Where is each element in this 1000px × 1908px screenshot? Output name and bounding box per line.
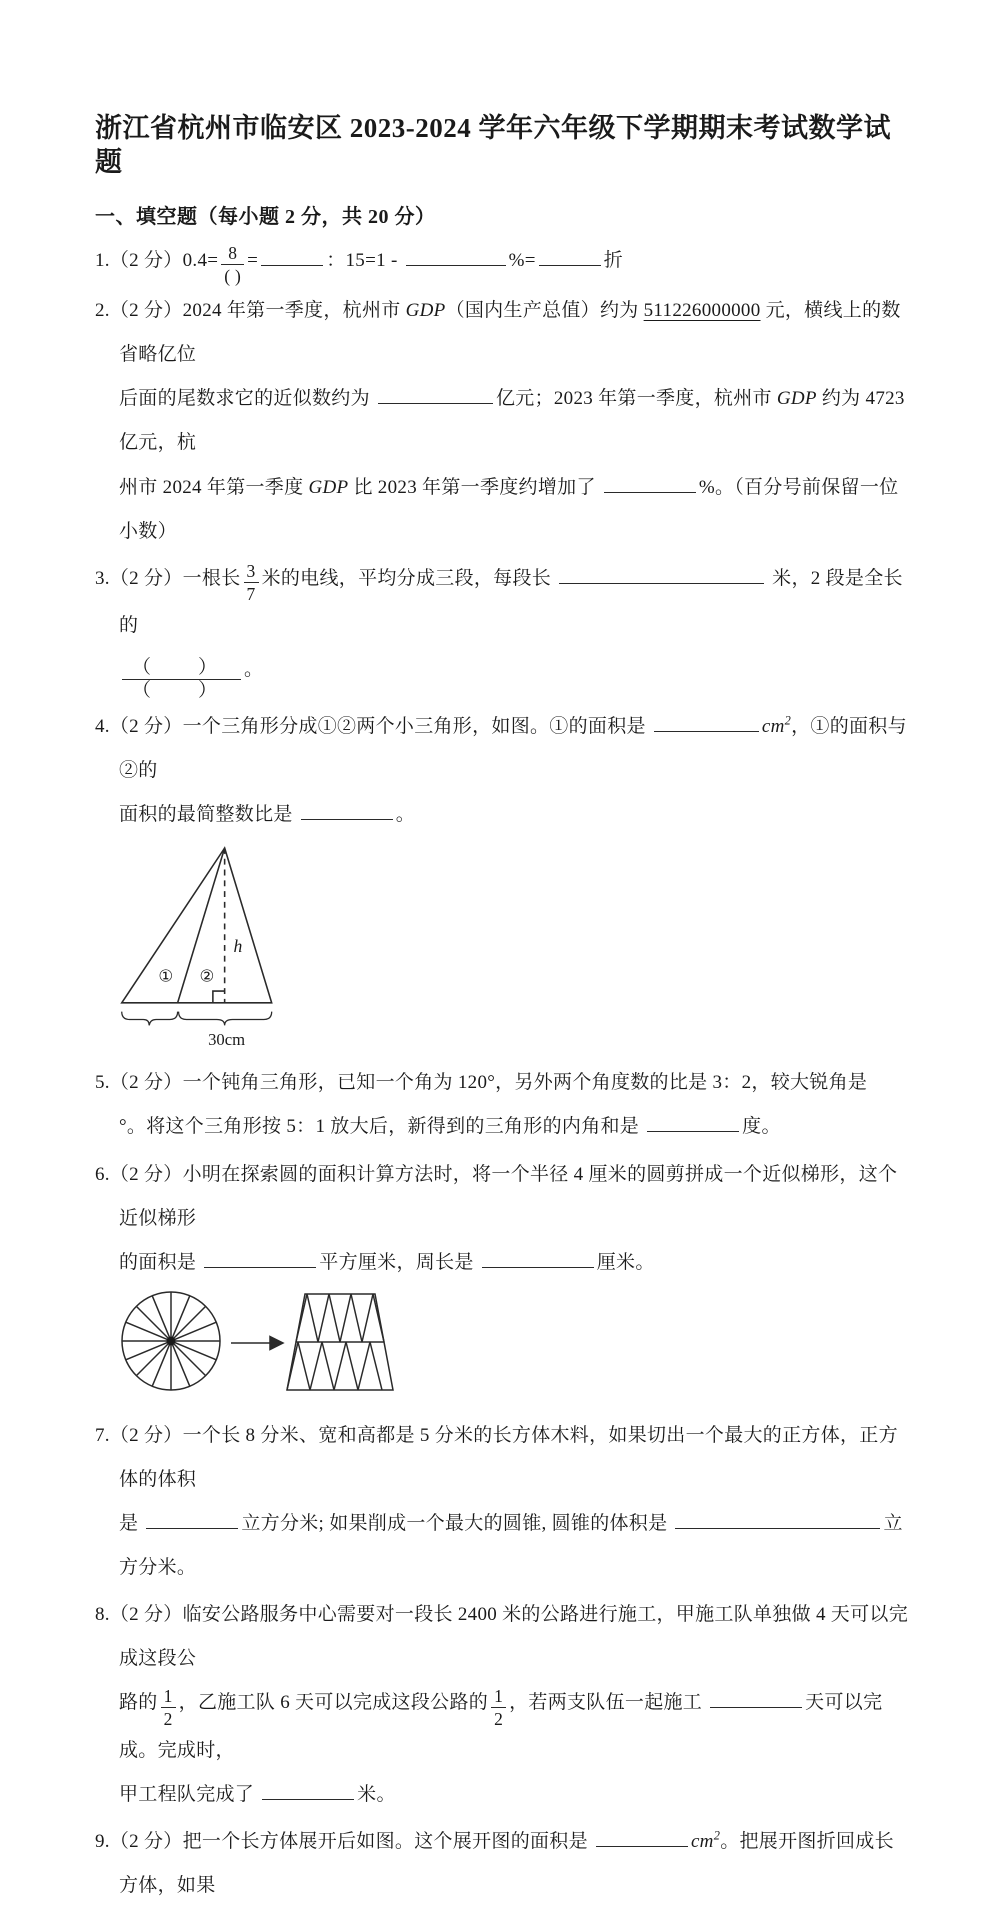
section-heading: 一、填空题（每小题 2 分，共 20 分） — [95, 205, 436, 228]
fraction-denominator: 2 — [494, 1708, 504, 1729]
question-text: （国内生产总值）约为 — [445, 300, 644, 322]
question-text: 5.（2 分）一个钝角三角形，已知一个角为 120°，另外两个角度数的比是 3：2，较大锐角是 — [95, 1072, 868, 1094]
question-text: 平方厘米，周长是 — [319, 1251, 479, 1273]
question-text: ，①的面积与②的 — [119, 716, 907, 782]
question-6 — [95, 1153, 912, 1285]
italic-term: GDP — [405, 300, 446, 322]
question-text: 元，横线上的数省略亿位 — [119, 300, 901, 366]
question-text: ，乙施工队 6 天可以完成这段公路的 — [178, 1692, 489, 1714]
question-3 — [95, 557, 912, 703]
question-text: 亿元；2023 年第一季度，杭州市 — [495, 388, 777, 410]
unit-with-exponent — [690, 1828, 721, 1853]
fraction-numerator: 8 — [221, 243, 244, 265]
fraction — [161, 1686, 176, 1729]
answer-blank — [261, 245, 323, 266]
region-1-label: ① — [158, 966, 174, 986]
question-text: 米的电线，平均分成三段，每段长 — [261, 567, 557, 589]
answer-blank — [647, 1112, 739, 1133]
question-4 — [95, 705, 912, 837]
base-measure-label: 30cm — [208, 1030, 246, 1050]
question-8 — [95, 1593, 912, 1817]
question-text: 。 — [395, 804, 416, 826]
fraction — [491, 1686, 506, 1729]
question-text: 州市 2024 年第一季度 — [119, 476, 309, 498]
height-label: h — [233, 936, 243, 957]
question-text: %= — [508, 249, 536, 271]
question-text: 8.（2 分）临安公路服务中心需要对一段长 2400 米的公路进行施工，甲施工队单独做 4 天可以完成这段公 — [95, 1604, 909, 1670]
question-text: 折 — [603, 249, 624, 271]
answer-blank — [675, 1508, 880, 1529]
underlined-value: 511226000000 — [643, 300, 761, 322]
triangle-figure — [109, 841, 912, 1051]
question-text: ：15=1 - — [326, 249, 403, 271]
question-text: 3.（2 分）一根长 — [95, 567, 241, 589]
question-text: 1.（2 分）0.4= — [95, 249, 219, 271]
question-text: 比 2023 年第一季度约增加了 — [348, 476, 601, 498]
fraction — [221, 243, 244, 286]
unit-base: cm — [690, 1831, 714, 1853]
question-text: 甲工程队完成了 — [119, 1784, 260, 1806]
question-text: 厘米。 — [596, 1251, 655, 1273]
italic-term: GDP — [776, 388, 817, 410]
arrow-head — [270, 1336, 283, 1349]
question-text: 7.（2 分）一个长 8 分米、宽和高都是 5 分米的长方体木料，如果切出一个最大的正方体，正方体的体积 — [95, 1424, 898, 1490]
question-text: 约为 4723 亿元，杭 — [119, 388, 905, 454]
top-zigzag — [296, 1294, 384, 1342]
fraction — [244, 561, 259, 604]
outer-triangle — [122, 848, 272, 1003]
circle-trapezoid-diagram — [119, 1288, 399, 1400]
question-text: 。把展开图折回成长方体，如果 — [119, 1831, 894, 1897]
question-text: 是 — [119, 1512, 144, 1534]
question-text: 2.（2 分）2024 年第一季度，杭州市 — [95, 300, 406, 322]
question-text: 9.（2 分）把一个长方体展开后如图。这个展开图的面积是 — [95, 1831, 593, 1853]
answer-blank — [204, 1247, 316, 1268]
question-text: 立方分米; 如果削成一个最大的圆锥, 圆锥的体积是 — [241, 1512, 673, 1534]
unit-with-exponent — [761, 713, 792, 738]
right-angle-mark — [213, 991, 225, 1003]
question-5 — [95, 1061, 912, 1149]
fraction-numerator: 1 — [161, 1686, 176, 1708]
triangle-diagram — [109, 841, 305, 1051]
bottom-zigzag — [287, 1342, 382, 1390]
circle-center-dot — [167, 1336, 176, 1345]
fraction-numerator: 3 — [244, 561, 259, 583]
region-2-label: ② — [199, 966, 215, 986]
answer-blank — [596, 1826, 688, 1847]
answer-blank — [710, 1687, 802, 1708]
fraction — [122, 657, 241, 702]
question-text: %。（百分号前保留一位小数） — [119, 476, 899, 542]
fraction-numerator: 1 — [491, 1686, 506, 1708]
answer-blank — [539, 245, 601, 266]
question-text: 天可以完成。完成时， — [119, 1692, 883, 1761]
question-1 — [95, 239, 912, 287]
question-text: 度。 — [742, 1116, 781, 1138]
unit-exponent: 2 — [713, 1828, 721, 1843]
question-text: 4.（2 分）一个三角形分成①②两个小三角形，如图。①的面积是 — [95, 716, 651, 738]
question-text: 米，2 段是全长的 — [119, 567, 903, 637]
italic-term: GDP — [308, 476, 349, 498]
question-text: 路的 — [119, 1692, 158, 1714]
answer-blank — [262, 1779, 354, 1800]
unit-base: cm — [761, 716, 785, 738]
answer-blank — [604, 472, 696, 493]
circle-trapezoid-figure — [119, 1288, 912, 1400]
answer-blank — [378, 383, 493, 404]
question-text: = — [247, 249, 259, 271]
question-text: 立方分米。 — [119, 1512, 903, 1579]
question-text: 米。 — [357, 1784, 396, 1806]
question-text: 面积的最简整数比是 — [119, 804, 298, 826]
fraction-denominator: （ ） — [132, 680, 232, 702]
unit-exponent: 2 — [784, 713, 792, 728]
question-text: 。 — [244, 659, 264, 681]
question-2 — [95, 289, 912, 553]
question-text: 的面积是 — [119, 1251, 202, 1273]
answer-blank — [406, 245, 506, 266]
left-underbrace — [122, 1012, 178, 1026]
fraction-denominator: ( ) — [224, 266, 242, 287]
question-9 — [95, 1820, 912, 1908]
question-text: ，若两支队伍一起施工 — [509, 1692, 708, 1714]
fraction-denominator: 7 — [246, 584, 256, 605]
question-7 — [95, 1414, 912, 1590]
question-text: 6.（2 分）小明在探索圆的面积计算方法时，将一个半径 4 厘米的圆剪拼成一个近似梯形，这个近似梯形 — [95, 1163, 898, 1229]
question-text: 后面的尾数求它的近似数约为 — [119, 388, 375, 410]
question-text: °。将这个三角形按 5：1 放大后，新得到的三角形的内角和是 — [119, 1116, 645, 1138]
fraction-denominator: 2 — [163, 1708, 173, 1729]
answer-blank — [559, 563, 764, 584]
answer-blank — [301, 799, 393, 820]
answer-blank — [482, 1247, 594, 1268]
page-title: 浙江省杭州市临安区 2023-2024 学年六年级下学期期末考试数学试题 — [95, 113, 891, 177]
fraction-numerator: （ ） — [122, 657, 241, 680]
answer-blank — [654, 711, 759, 732]
answer-blank — [146, 1508, 238, 1529]
right-underbrace — [179, 1012, 272, 1026]
